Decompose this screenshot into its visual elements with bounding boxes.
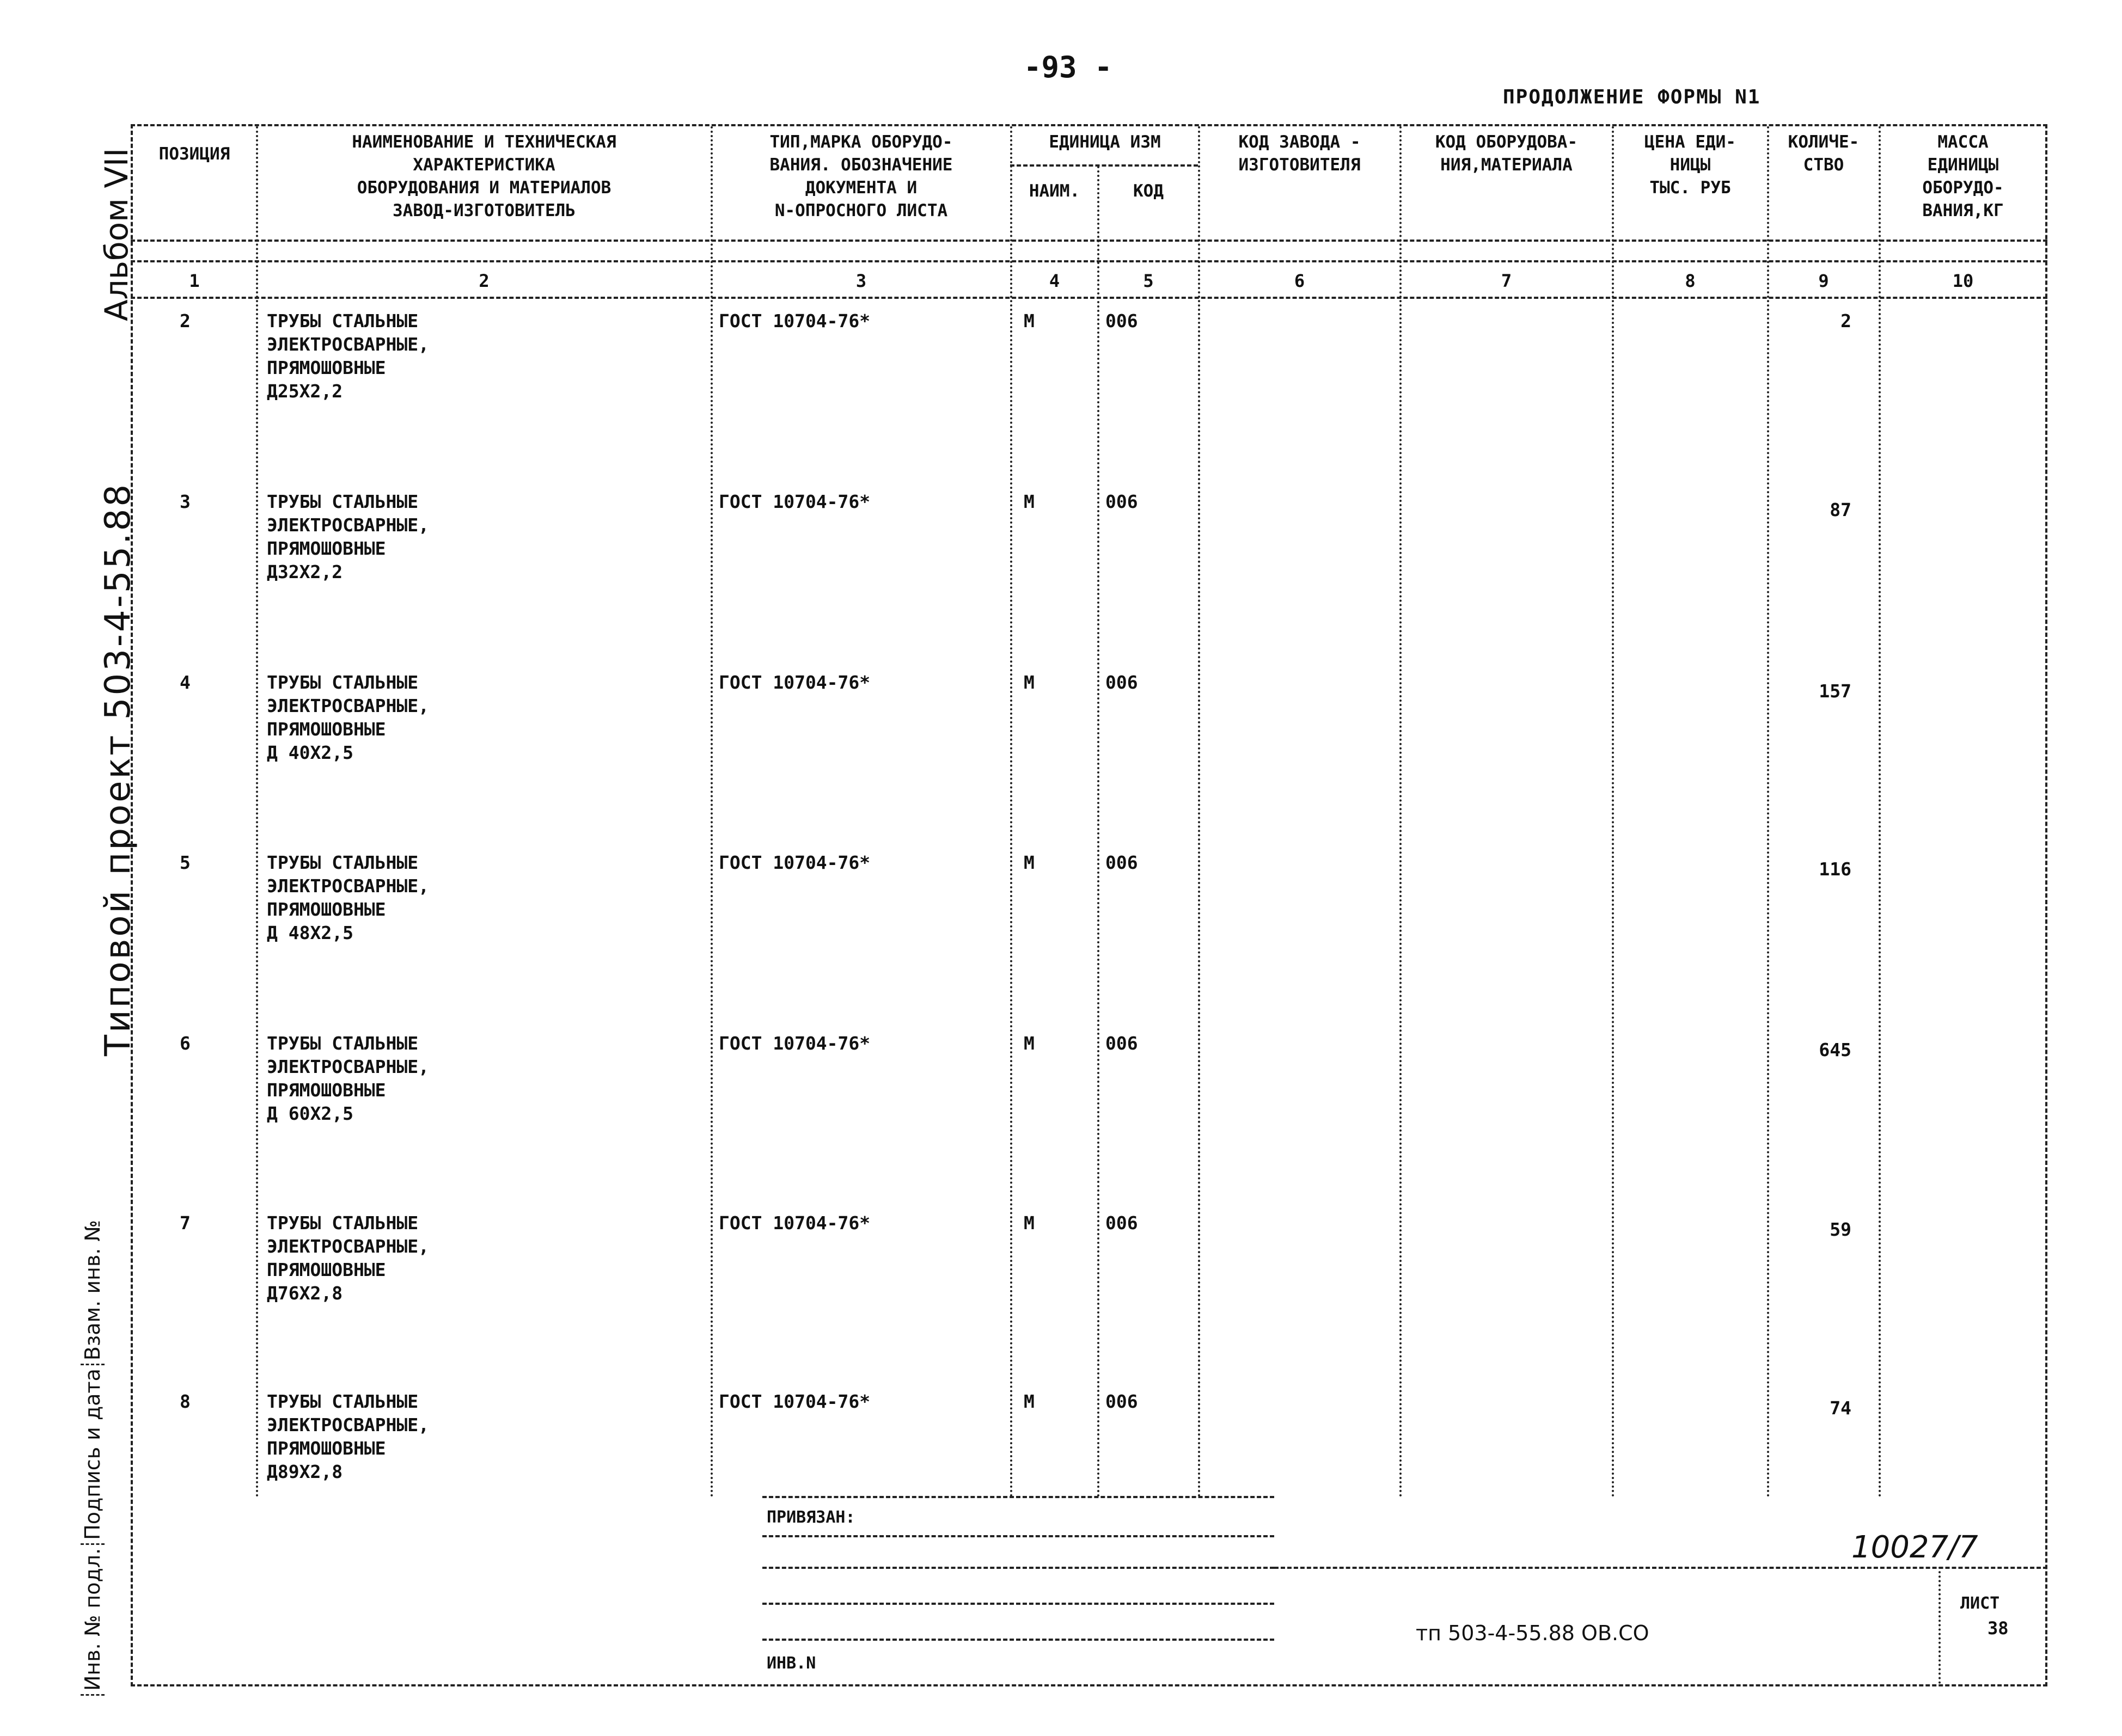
row-document: ГОСТ 10704-76*: [719, 310, 871, 332]
sheet-label: ЛИСТ: [1960, 1594, 2000, 1613]
row-name-line: ПРЯМОШОВНЫЕ: [267, 357, 386, 378]
bound-label: ПРИВЯЗАН:: [767, 1508, 855, 1527]
row-name-line: ПРЯМОШОВНЫЕ: [267, 538, 386, 559]
row-unit: М: [1024, 672, 1035, 693]
header-quantity: КОЛИЧЕ- СТВО: [1788, 132, 1860, 175]
row-position: 8: [180, 1391, 191, 1412]
row-document: ГОСТ 10704-76*: [719, 672, 871, 693]
column-number: 1: [189, 271, 200, 291]
header-divider-2: [131, 260, 2047, 262]
row-name-line: Д 60X2,5: [267, 1103, 353, 1124]
row-document: ГОСТ 10704-76*: [719, 1212, 871, 1234]
row-name-line: ТРУБЫ СТАЛЬНЫЕ: [267, 310, 419, 332]
column-number: 8: [1685, 271, 1696, 291]
row-name-line: Д76X2,8: [267, 1283, 343, 1304]
row-unit: М: [1024, 310, 1035, 332]
replace-inv-label: Взам. инв. №: [81, 1217, 105, 1365]
row-name-line: ЭЛЕКТРОСВАРНЫЕ,: [267, 334, 430, 355]
header-unit: ЕДИНИЦА ИЗМ: [1049, 132, 1161, 152]
row-quantity: 74: [1830, 1397, 1851, 1419]
header-type: ТИП,МАРКА ОБОРУДО- ВАНИЯ. ОБОЗНАЧЕНИЕ ДОКУМЕНТА И N-ОПРОСНОГО ЛИСТА: [769, 132, 953, 220]
inv-label: ИНВ.N: [767, 1654, 816, 1673]
col-rule: [1767, 126, 1769, 1498]
row-name-line: Д 48X2,5: [267, 922, 353, 943]
row-quantity: 157: [1819, 680, 1851, 702]
row-name-line: ЭЛЕКТРОСВАРНЫЕ,: [267, 695, 430, 716]
header-price: ЦЕНА ЕДИ- НИЦЫ ТЫС. РУБ: [1644, 132, 1736, 198]
project-label: Типовой проект 503-4-55.88: [98, 482, 138, 1056]
row-unit-code: 006: [1105, 672, 1138, 693]
sheet-divider: [1938, 1567, 1941, 1684]
row-position: 6: [180, 1033, 191, 1054]
sheet-number: 38: [1988, 1618, 2009, 1639]
header-unit-name: НАИМ.: [1029, 181, 1080, 201]
col-rule: [1612, 126, 1614, 1498]
row-name-line: ЭЛЕКТРОСВАРНЫЕ,: [267, 1414, 430, 1436]
row-unit: М: [1024, 1391, 1035, 1412]
col-rule: [711, 126, 713, 1498]
row-name-line: ЭЛЕКТРОСВАРНЫЕ,: [267, 514, 430, 536]
row-unit: М: [1024, 1033, 1035, 1054]
row-name-line: ПРЯМОШОВНЫЕ: [267, 899, 386, 920]
row-name-line: Д89X2,8: [267, 1461, 343, 1482]
document-code: тп 503-4-55.88 ОВ.СО: [1416, 1621, 1649, 1645]
header-mass: МАССА ЕДИНИЦЫ ОБОРУДО- ВАНИЯ,КГ: [1922, 132, 2004, 220]
column-number: 5: [1143, 271, 1154, 291]
column-number: 6: [1294, 271, 1305, 291]
title-stamp: [762, 1496, 1274, 1684]
row-unit-code: 006: [1105, 310, 1138, 332]
row-position: 5: [180, 852, 191, 873]
row-unit-code: 006: [1105, 1391, 1138, 1412]
row-name-line: ЭЛЕКТРОСВАРНЫЕ,: [267, 1056, 430, 1077]
row-name-line: Д 40X2,5: [267, 742, 353, 763]
column-number: 9: [1818, 271, 1829, 291]
page-number: -93 -: [1024, 50, 1112, 84]
row-position: 7: [180, 1212, 191, 1234]
column-number: 2: [479, 271, 490, 291]
row-name-line: ТРУБЫ СТАЛЬНЫЕ: [267, 1212, 419, 1234]
row-unit: М: [1024, 852, 1035, 873]
col-rule: [1010, 126, 1012, 1498]
table-frame: [131, 124, 2047, 1686]
row-quantity: 2: [1840, 310, 1851, 332]
column-number: 7: [1501, 271, 1512, 291]
column-number: 10: [1952, 271, 1974, 291]
column-number: 4: [1049, 271, 1060, 291]
row-name-line: ЭЛЕКТРОСВАРНЫЕ,: [267, 1236, 430, 1257]
unit-subdivider: [1010, 164, 1198, 167]
row-unit: М: [1024, 491, 1035, 512]
signature-date-label: Подпись и дата: [81, 1365, 105, 1545]
inv-podl-label: Инв. № подл.: [81, 1545, 105, 1696]
row-name-line: ТРУБЫ СТАЛЬНЫЕ: [267, 491, 419, 512]
row-name-line: Д25X2,2: [267, 381, 343, 402]
album-label: Альбом VII: [98, 148, 135, 321]
row-position: 4: [180, 672, 191, 693]
row-name-line: ПРЯМОШОВНЫЕ: [267, 1079, 386, 1101]
row-quantity: 116: [1819, 858, 1851, 880]
header-factory-code: КОД ЗАВОДА - ИЗГОТОВИТЕЛЯ: [1238, 132, 1361, 175]
row-name-line: ТРУБЫ СТАЛЬНЫЕ: [267, 852, 419, 873]
row-quantity: 645: [1819, 1039, 1851, 1060]
row-name-line: ТРУБЫ СТАЛЬНЫЕ: [267, 1391, 419, 1412]
col-rule: [1097, 166, 1099, 1498]
col-rule: [1879, 126, 1881, 1498]
row-quantity: 59: [1830, 1219, 1851, 1240]
row-unit: М: [1024, 1212, 1035, 1234]
form-continuation-note: ПРОДОЛЖЕНИЕ ФОРМЫ N1: [1503, 86, 1761, 108]
row-position: 3: [180, 491, 191, 512]
header-equipment-code: КОД ОБОРУДОВА- НИЯ,МАТЕРИАЛА: [1435, 132, 1578, 175]
header-unit-code: КОД: [1133, 181, 1164, 201]
col-rule: [1198, 126, 1200, 1498]
row-position: 2: [180, 310, 191, 332]
row-document: ГОСТ 10704-76*: [719, 491, 871, 512]
row-unit-code: 006: [1105, 1212, 1138, 1234]
row-name-line: ТРУБЫ СТАЛЬНЫЕ: [267, 672, 419, 693]
col-rule: [256, 126, 258, 1498]
row-name-line: Д32X2,2: [267, 561, 343, 582]
stamp-divider: [1274, 1567, 2047, 1569]
row-document: ГОСТ 10704-76*: [719, 852, 871, 873]
row-document: ГОСТ 10704-76*: [719, 1391, 871, 1412]
row-quantity: 87: [1830, 499, 1851, 520]
column-number: 3: [855, 271, 867, 291]
row-document: ГОСТ 10704-76*: [719, 1033, 871, 1054]
header-position: ПОЗИЦИЯ: [158, 144, 230, 164]
margin-stamp-labels: [81, 1217, 105, 1696]
row-unit-code: 006: [1105, 491, 1138, 512]
header-divider: [131, 240, 2047, 242]
row-unit-code: 006: [1105, 1033, 1138, 1054]
header-name: НАИМЕНОВАНИЕ И ТЕХНИЧЕСКАЯ ХАРАКТЕРИСТИКА ОБОРУДОВАНИЯ И МАТЕРИАЛОВ ЗАВОД-ИЗГОТОВИТЕЛЬ: [352, 132, 616, 220]
row-name-line: ПРЯМОШОВНЫЕ: [267, 1259, 386, 1280]
row-name-line: ПРЯМОШОВНЫЕ: [267, 719, 386, 740]
row-unit-code: 006: [1105, 852, 1138, 873]
row-name-line: ЭЛЕКТРОСВАРНЫЕ,: [267, 875, 430, 897]
handwritten-number: 10027/7: [1851, 1530, 1978, 1565]
colnum-divider: [131, 297, 2047, 299]
row-name-line: ТРУБЫ СТАЛЬНЫЕ: [267, 1033, 419, 1054]
row-name-line: ПРЯМОШОВНЫЕ: [267, 1438, 386, 1459]
col-rule: [1399, 126, 1402, 1498]
